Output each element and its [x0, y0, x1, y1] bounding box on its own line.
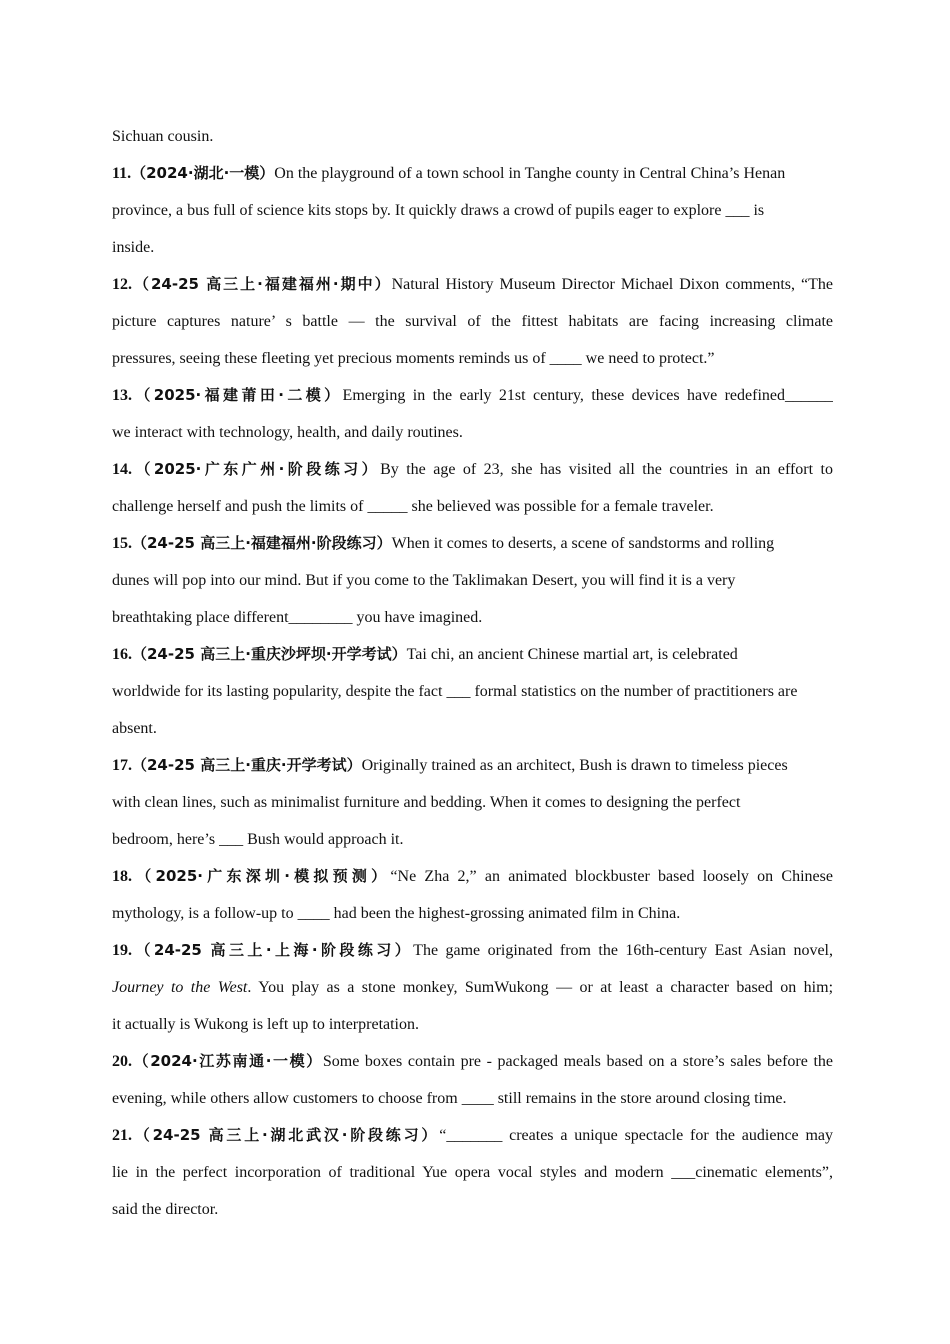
- question-21-line-2: lie in the perfect incorporation of traditional Yue opera vocal styles and modern ___cinematic elements”,: [112, 1164, 833, 1181]
- question-text: By the age of 23, she has visited all the countries in an effort to: [380, 461, 833, 478]
- question-12-line-2: picture captures nature’ s battle — the survival of the fittest habitats are facing increasing climate: [112, 313, 833, 330]
- question-text: “_______ creates a unique spectacle for the audience may: [439, 1127, 833, 1144]
- question-11-line-2: province, a bus full of science kits stops by. It quickly draws a crowd of pupils eager to explore ___ is: [112, 202, 765, 219]
- question-13-line-1: [112, 377, 833, 414]
- question-source: （24-25 高三上·湖北武汉·阶段练习）: [132, 1126, 440, 1144]
- question-source: （2025·福建莆田·二模）: [132, 386, 343, 404]
- question-19-line-1: [112, 932, 833, 969]
- question-text: Tai chi, an ancient Chinese martial art, is celebrated: [406, 646, 738, 663]
- question-number: 17.: [112, 757, 132, 774]
- question-number: 15.: [112, 535, 132, 552]
- question-text: On the playground of a town school in Tanghe county in Central China’s Henan: [274, 165, 786, 182]
- question-11-line-1: [112, 155, 833, 192]
- question-14-line-2: challenge herself and push the limits of _____ she believed was possible for a female traveler.: [112, 498, 714, 515]
- question-source: （24-25 高三上·上海·阶段练习）: [132, 941, 414, 959]
- question-18-line-2: mythology, is a follow-up to ____ had been the highest-grossing animated film in China.: [112, 905, 681, 922]
- question-text: Some boxes contain pre - packaged meals based on a store’s sales before the: [322, 1053, 833, 1070]
- question-21-line-3: said the director.: [112, 1201, 219, 1218]
- question-source: （24-25 高三上·福建福州·阶段练习）: [132, 534, 392, 552]
- question-19-line-3: it actually is Wukong is left up to interpretation.: [112, 1016, 419, 1033]
- question-17-line-1: [112, 747, 833, 784]
- question-text: Originally trained as an architect, Bush is drawn to timeless pieces: [361, 757, 788, 774]
- question-text: . You play as a stone monkey, SumWukong — or at least a character based on him;: [247, 979, 833, 996]
- question-15-line-3: breathtaking place different________ you have imagined.: [112, 609, 483, 626]
- question-list: [112, 118, 833, 1228]
- question-21-line-1: [112, 1117, 833, 1154]
- question-number: 11.: [112, 165, 132, 182]
- question-source: （24-25 高三上·重庆·开学考试）: [132, 756, 362, 774]
- novel-title: Journey to the West: [112, 979, 248, 996]
- question-text: The game originated from the 16th-century East Asian novel,: [413, 942, 833, 959]
- question-12-line-1: [112, 266, 833, 303]
- question-15-line-1: [112, 525, 833, 562]
- question-source: （2025·广东广州·阶段练习）: [132, 460, 381, 478]
- question-text: Natural History Museum Director Michael Dixon comments, “The: [391, 276, 833, 293]
- question-number: 20.: [112, 1053, 132, 1070]
- question-20-line-1: [112, 1043, 833, 1080]
- question-13-line-2: we interact with technology, health, and daily routines.: [112, 424, 463, 441]
- question-20-line-2: evening, while others allow customers to choose from ____ still remains in the store around closing time.: [112, 1090, 787, 1107]
- question-number: 21.: [112, 1127, 132, 1144]
- question-number: 14.: [112, 461, 132, 478]
- question-number: 16.: [112, 646, 132, 663]
- question-source: （24-25 高三上·福建福州·期中）: [132, 275, 392, 293]
- question-12-line-3: pressures, seeing these fleeting yet precious moments reminds us of ____ we need to protect.”: [112, 350, 715, 367]
- question-18-line-1: [112, 858, 833, 895]
- question-source: （24-25 高三上·重庆沙坪坝·开学考试）: [132, 645, 407, 663]
- question-16-line-1: [112, 636, 833, 673]
- intro-line: Sichuan cousin.: [112, 128, 214, 145]
- question-15-line-2: dunes will pop into our mind. But if you come to the Taklimakan Desert, you will find it is a very: [112, 572, 736, 589]
- question-19-line-2: [112, 969, 833, 1006]
- question-17-line-3: bedroom, here’s ___ Bush would approach it.: [112, 831, 404, 848]
- question-11-line-3: inside.: [112, 239, 155, 256]
- question-text: “Ne Zha 2,” an animated blockbuster based loosely on Chinese: [390, 868, 833, 885]
- question-16-line-2: worldwide for its lasting popularity, despite the fact ___ formal statistics on the number of practitioners are: [112, 683, 798, 700]
- question-text: When it comes to deserts, a scene of sandstorms and rolling: [391, 535, 775, 552]
- question-16-line-3: absent.: [112, 720, 157, 737]
- question-number: 18.: [112, 868, 132, 885]
- question-source: （2024·湖北·一模）: [131, 164, 275, 182]
- question-number: 12.: [112, 276, 132, 293]
- question-text: Emerging in the early 21st century, these devices have redefined______: [342, 387, 833, 404]
- question-source: （2025·广东深圳·模拟预测）: [132, 867, 391, 885]
- question-14-line-1: [112, 451, 833, 488]
- question-number: 19.: [112, 942, 132, 959]
- question-source: （2024·江苏南通·一模）: [132, 1052, 323, 1070]
- question-17-line-2: with clean lines, such as minimalist furniture and bedding. When it comes to designing the perfect: [112, 794, 741, 811]
- question-number: 13.: [112, 387, 132, 404]
